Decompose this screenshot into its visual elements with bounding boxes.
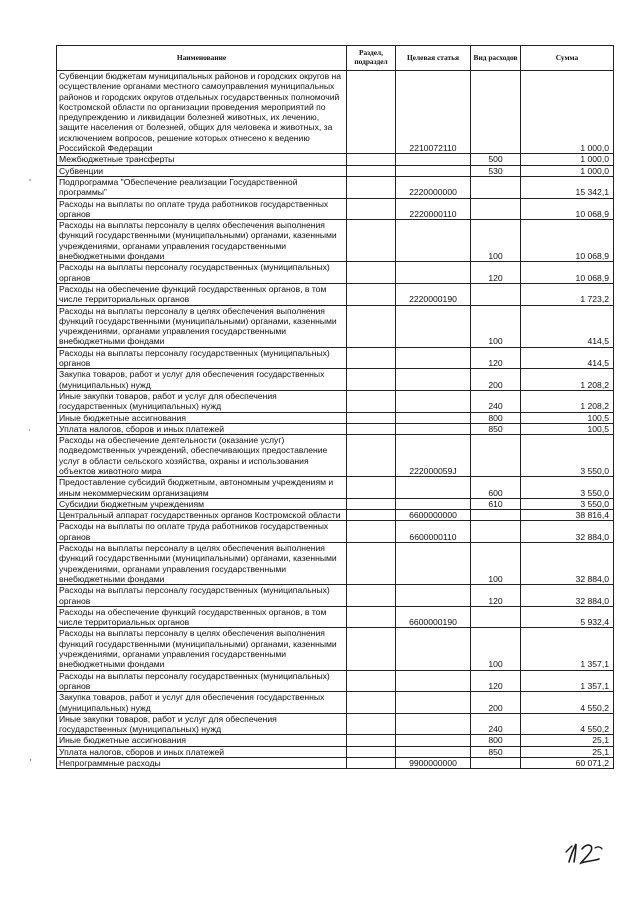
- row-section-cell: [347, 521, 396, 543]
- row-sum-cell: 10 068,9: [521, 198, 614, 220]
- row-name-cell: Субвенции: [57, 165, 347, 176]
- row-section-cell: [347, 71, 396, 154]
- table-row: [57, 390, 614, 412]
- row-target-cell: [396, 347, 471, 369]
- row-type-cell: 240: [471, 390, 521, 412]
- table-row: [57, 435, 614, 477]
- row-sum-cell: 4 550,2: [521, 692, 614, 714]
- row-type-cell: [471, 521, 521, 543]
- row-type-cell: [471, 198, 521, 220]
- row-target-cell: [396, 670, 471, 692]
- row-type-cell: 240: [471, 713, 521, 735]
- row-section-cell: [347, 390, 396, 412]
- row-sum-cell: 100,5: [521, 412, 614, 423]
- row-type-cell: [471, 510, 521, 521]
- row-target-cell: [396, 746, 471, 757]
- row-target-cell: [396, 477, 471, 499]
- row-target-cell: [396, 390, 471, 412]
- row-section-cell: [347, 543, 396, 585]
- table-row: [57, 198, 614, 220]
- table-row: [57, 758, 614, 769]
- table-row: [57, 510, 614, 521]
- header-row: [57, 46, 614, 71]
- row-type-cell: 800: [471, 412, 521, 423]
- row-name-cell: Иные закупки товаров, работ и услуг для обеспечения государственных (муниципальных) нужд: [57, 390, 347, 412]
- row-sum-cell: 5 932,4: [521, 606, 614, 628]
- row-section-cell: [347, 176, 396, 198]
- row-target-cell: [396, 692, 471, 714]
- table-row: [57, 498, 614, 509]
- table-row: [57, 606, 614, 628]
- row-name-cell: Иные закупки товаров, работ и услуг для обеспечения государственных (муниципальных) нужд: [57, 713, 347, 735]
- row-sum-cell: 414,5: [521, 305, 614, 347]
- row-sum-cell: 15 342,1: [521, 176, 614, 198]
- row-target-cell: [396, 262, 471, 284]
- handwritten-page-mark-icon: [557, 840, 613, 866]
- row-target-cell: 2220000110: [396, 198, 471, 220]
- row-section-cell: [347, 510, 396, 521]
- row-name-cell: Расходы на выплаты по оплате труда работников государственных органов: [57, 521, 347, 543]
- row-type-cell: [471, 435, 521, 477]
- row-sum-cell: 3 550,0: [521, 477, 614, 499]
- row-name-cell: Расходы на обеспечение функций государственных органов, в том числе территориальных органов: [57, 606, 347, 628]
- row-type-cell: 100: [471, 220, 521, 262]
- row-type-cell: 800: [471, 735, 521, 746]
- row-type-cell: 200: [471, 369, 521, 391]
- row-section-cell: [347, 585, 396, 607]
- row-type-cell: 850: [471, 746, 521, 757]
- table-row: [57, 305, 614, 347]
- table-row: [57, 165, 614, 176]
- header-type: Вид расходов: [471, 46, 521, 71]
- row-name-cell: Расходы на выплаты по оплате труда работников государственных органов: [57, 198, 347, 220]
- row-target-cell: 2220000190: [396, 283, 471, 305]
- row-target-cell: [396, 585, 471, 607]
- row-sum-cell: 3 550,0: [521, 498, 614, 509]
- row-sum-cell: 10 068,9: [521, 262, 614, 284]
- row-target-cell: [396, 628, 471, 670]
- row-sum-cell: 1 000,0: [521, 165, 614, 176]
- row-name-cell: Непрограммные расходы: [57, 758, 347, 769]
- row-name-cell: Расходы на обеспечение функций государственных органов, в том числе территориальных органов: [57, 283, 347, 305]
- header-name: Наименование: [57, 46, 347, 71]
- row-sum-cell: 1 208,2: [521, 369, 614, 391]
- budget-table: [56, 45, 614, 769]
- row-sum-cell: 60 071,2: [521, 758, 614, 769]
- row-section-cell: [347, 692, 396, 714]
- row-sum-cell: 25,1: [521, 735, 614, 746]
- row-name-cell: Расходы на выплаты персоналу государственных (муниципальных) органов: [57, 670, 347, 692]
- row-section-cell: [347, 305, 396, 347]
- row-section-cell: [347, 746, 396, 757]
- row-name-cell: Расходы на выплаты персоналу в целях обеспечения выполнения функций государственными (муниципальными) органами, казенными учреждениями, органами управления государственными внебюджетными фондами: [57, 220, 347, 262]
- table-row: [57, 585, 614, 607]
- table-row: [57, 521, 614, 543]
- row-type-cell: 100: [471, 305, 521, 347]
- row-type-cell: [471, 283, 521, 305]
- table-body: [57, 71, 614, 769]
- row-section-cell: [347, 606, 396, 628]
- row-section-cell: [347, 165, 396, 176]
- row-section-cell: [347, 423, 396, 434]
- row-sum-cell: 38 816,4: [521, 510, 614, 521]
- row-section-cell: [347, 758, 396, 769]
- row-type-cell: 600: [471, 477, 521, 499]
- row-name-cell: Предоставление субсидий бюджетным, автономным учреждениям и иным некоммерческим организациям: [57, 477, 347, 499]
- row-section-cell: [347, 412, 396, 423]
- row-sum-cell: 3 550,0: [521, 435, 614, 477]
- row-type-cell: [471, 176, 521, 198]
- table-row: [57, 477, 614, 499]
- row-type-cell: 120: [471, 670, 521, 692]
- table-row: [57, 735, 614, 746]
- row-section-cell: [347, 347, 396, 369]
- table-row: [57, 220, 614, 262]
- row-sum-cell: 32 884,0: [521, 585, 614, 607]
- table-header: [57, 46, 614, 71]
- row-target-cell: [396, 305, 471, 347]
- row-target-cell: [396, 543, 471, 585]
- row-name-cell: Расходы на выплаты персоналу в целях обеспечения выполнения функций государственными (муниципальными) органами, казенными учреждениями, органами управления государственными внебюджетными фондами: [57, 543, 347, 585]
- row-target-cell: 222000059J: [396, 435, 471, 477]
- row-target-cell: 2220000000: [396, 176, 471, 198]
- row-type-cell: [471, 758, 521, 769]
- row-name-cell: Иные бюджетные ассигнования: [57, 735, 347, 746]
- row-sum-cell: 1 357,1: [521, 628, 614, 670]
- row-sum-cell: 25,1: [521, 746, 614, 757]
- header-section: Раздел, подраздел: [347, 46, 396, 71]
- row-sum-cell: 100,5: [521, 423, 614, 434]
- row-target-cell: [396, 165, 471, 176]
- table-row: [57, 746, 614, 757]
- row-name-cell: Уплата налогов, сборов и иных платежей: [57, 423, 347, 434]
- row-section-cell: [347, 369, 396, 391]
- row-target-cell: 6600000000: [396, 510, 471, 521]
- row-type-cell: 530: [471, 165, 521, 176]
- row-name-cell: Расходы на выплаты персоналу в целях обеспечения выполнения функций государственными (муниципальными) органами, казенными учреждениями, органами управления государственными внебюджетными фондами: [57, 305, 347, 347]
- row-sum-cell: 414,5: [521, 347, 614, 369]
- row-section-cell: [347, 154, 396, 165]
- row-section-cell: [347, 735, 396, 746]
- row-target-cell: [396, 154, 471, 165]
- row-section-cell: [347, 262, 396, 284]
- row-section-cell: [347, 670, 396, 692]
- row-section-cell: [347, 477, 396, 499]
- row-target-cell: 2210072110: [396, 71, 471, 154]
- row-name-cell: Субвенции бюджетам муниципальных районов и городских округов на осуществление органами местного самоуправления муниципальных районов и городских округов отдельных государственных полномочий Костромской области по организации проведения мероприятий по предупреждению и ликвидации болезней животных, их лечению, защите населения от болезней, общих для человека и животных, за исключением вопросов, решение которых отнесено к ведению Российской Федерации: [57, 71, 347, 154]
- row-target-cell: 6600000110: [396, 521, 471, 543]
- table-row: [57, 347, 614, 369]
- row-target-cell: [396, 220, 471, 262]
- row-target-cell: [396, 735, 471, 746]
- row-target-cell: [396, 713, 471, 735]
- row-type-cell: 850: [471, 423, 521, 434]
- table-row: [57, 176, 614, 198]
- table-row: [57, 71, 614, 154]
- table-row: [57, 369, 614, 391]
- row-name-cell: Расходы на выплаты персоналу государственных (муниципальных) органов: [57, 262, 347, 284]
- row-type-cell: 120: [471, 262, 521, 284]
- row-section-cell: [347, 435, 396, 477]
- row-section-cell: [347, 498, 396, 509]
- row-section-cell: [347, 628, 396, 670]
- row-section-cell: [347, 283, 396, 305]
- row-sum-cell: 1 723,2: [521, 283, 614, 305]
- row-sum-cell: 32 884,0: [521, 543, 614, 585]
- row-section-cell: [347, 220, 396, 262]
- row-target-cell: [396, 412, 471, 423]
- table-row: [57, 262, 614, 284]
- row-target-cell: 6600000190: [396, 606, 471, 628]
- row-type-cell: 100: [471, 543, 521, 585]
- row-section-cell: [347, 713, 396, 735]
- row-name-cell: Расходы на обеспечение деятельности (оказание услуг) подведомственных учреждений, обеспечивающих предоставление услуг в области сельского хозяйства, охраны и использования объектов животного мира: [57, 435, 347, 477]
- row-sum-cell: 1 357,1: [521, 670, 614, 692]
- table-row: [57, 283, 614, 305]
- row-section-cell: [347, 198, 396, 220]
- row-type-cell: 200: [471, 692, 521, 714]
- row-sum-cell: 10 068,9: [521, 220, 614, 262]
- row-name-cell: Подпрограмма "Обеспечение реализации Государственной программы": [57, 176, 347, 198]
- row-type-cell: [471, 71, 521, 154]
- row-name-cell: Расходы на выплаты персоналу государственных (муниципальных) органов: [57, 585, 347, 607]
- row-sum-cell: 32 884,0: [521, 521, 614, 543]
- table-row: [57, 412, 614, 423]
- scan-margin-specks: [28, 140, 32, 840]
- table-row: [57, 423, 614, 434]
- table-row: [57, 670, 614, 692]
- table-row: [57, 628, 614, 670]
- table-row: [57, 154, 614, 165]
- table-row: [57, 543, 614, 585]
- row-type-cell: 120: [471, 347, 521, 369]
- header-sum: Сумма: [521, 46, 614, 71]
- row-type-cell: 100: [471, 628, 521, 670]
- header-target: Целевая статья: [396, 46, 471, 71]
- row-sum-cell: 1 000,0: [521, 71, 614, 154]
- row-name-cell: Расходы на выплаты персоналу государственных (муниципальных) органов: [57, 347, 347, 369]
- row-target-cell: [396, 369, 471, 391]
- table-row: [57, 713, 614, 735]
- table-row: [57, 692, 614, 714]
- row-name-cell: Расходы на выплаты персоналу в целях обеспечения выполнения функций государственными (муниципальными) органами, казенными учреждениями, органами управления государственными внебюджетными фондами: [57, 628, 347, 670]
- row-name-cell: Центральный аппарат государственных органов Костромской области: [57, 510, 347, 521]
- row-name-cell: Субсидии бюджетным учреждениям: [57, 498, 347, 509]
- row-name-cell: Иные бюджетные ассигнования: [57, 412, 347, 423]
- row-target-cell: 9900000000: [396, 758, 471, 769]
- row-type-cell: 120: [471, 585, 521, 607]
- row-sum-cell: 1 000,0: [521, 154, 614, 165]
- row-type-cell: 610: [471, 498, 521, 509]
- row-target-cell: [396, 423, 471, 434]
- row-type-cell: [471, 606, 521, 628]
- row-name-cell: Закупка товаров, работ и услуг для обеспечения государственных (муниципальных) нужд: [57, 692, 347, 714]
- row-name-cell: Закупка товаров, работ и услуг для обеспечения государственных (муниципальных) нужд: [57, 369, 347, 391]
- row-name-cell: Уплата налогов, сборов и иных платежей: [57, 746, 347, 757]
- row-type-cell: 500: [471, 154, 521, 165]
- row-target-cell: [396, 498, 471, 509]
- row-sum-cell: 1 208,2: [521, 390, 614, 412]
- row-name-cell: Межбюджетные трансферты: [57, 154, 347, 165]
- row-sum-cell: 4 550,2: [521, 713, 614, 735]
